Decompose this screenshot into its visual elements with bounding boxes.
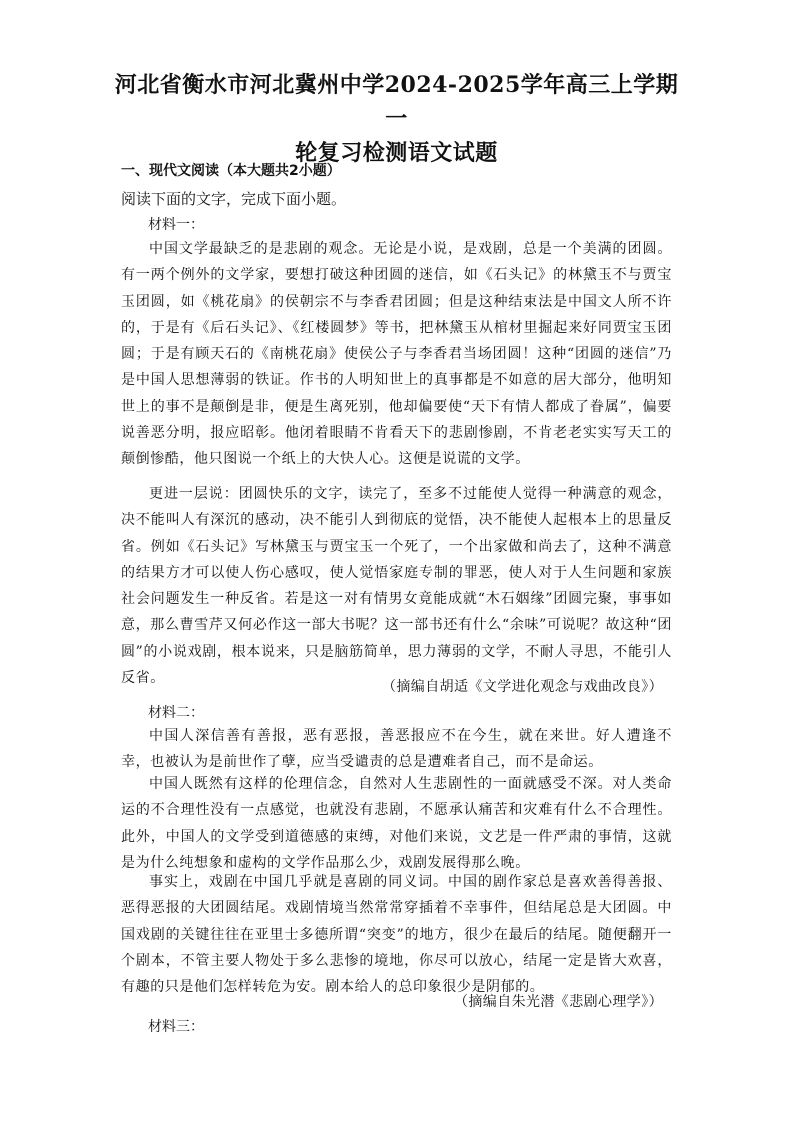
material-1-source: （摘编自胡适《文学进化观念与戏曲改良》） [382,679,663,695]
material-1-paragraph-2: 更进一层说：团圆快乐的文字，读完了，至多不过能使人觉得一种满意的观念，决不能叫人有深沉的感动，决不能引人到彻底的觉悟，决不能使人起根本上的思量反省。例如《石头记》写林黛玉与贾宝玉一个死了，一个出家做和尚去了，这种不满意的结果方才可以使人伤心感叹，使人觉悟家庭专制的罪恶，使人对于人生问题和家族社会问题发生一种反省。若是这一对有情男女竟能成就“木石姻缘”团圆完聚，事事如意，那么曹雪芹又何必作这一部大书呢？这一部书还有什么“余味”可说呢？故这种“团圆”的小说戏剧，根本说来，只是脑筋简单，思力薄弱的文学，不耐人寻思，不能引人反省。 [121,486,672,687]
material-2-paragraph-2: 中国人既然有这样的伦理信念，自然对人生悲剧性的一面就感受不深。对人类命运的不合理性没有一点感觉，也就没有悲剧，不愿承认痛苦和灾难有什么不合理性。此外，中国人的文学受到道德感的束缚，对他们来说，文艺是一件严肃的事情，这就是为什么纯想象和虚构的文学作品那么少，戏剧发展得那么晚。 [121,776,672,871]
section-heading: 一、现代文阅读（本大题共2小题） [121,163,341,179]
material-2-paragraph-3: 事实上，戏剧在中国几乎就是喜剧的同义词。中国的剧作家总是喜欢善得善报、恶得恶报的大团圆结尾。戏剧情境当然常常穿插着不幸事件，但结尾总是大团圆。中国戏剧的关键往往在亚里士多德所谓“突变”的地方，很少在最后的结尾。随便翻开一个剧本，不管主要人物处于多么悲惨的境地，你尽可以放心，结尾一定是皆大欢喜，有趣的只是他们怎样转危为安。剧本给人的总印象很少是阴郁的。 [121,874,672,996]
title-line-1: 河北省衡水市河北冀州中学2024-2025学年高三上学期一 [114,72,679,132]
title-line-2: 轮复习检测语文试题 [295,140,498,166]
material-3-label: 材料三： [148,1019,204,1035]
material-2-label: 材料二： [148,705,204,721]
material-1-label: 材料一： [148,217,204,233]
material-2-paragraph-1: 中国人深信善有善报，恶有恶报，善恶报应不在今生，就在来世。好人遭逢不幸，也被认为是前世作了孽，应当受谴责的总是遭难者自己，而不是命运。 [121,728,672,771]
instruction-text: 阅读下面的文字，完成下面小题。 [121,190,347,208]
material-2-source: （摘编自朱光潜《悲剧心理学》） [454,994,663,1010]
material-1-paragraph-1: 中国文学最缺乏的是悲剧的观念。无论是小说，是戏剧，总是一个美满的团圆。有一两个例外的文学家，要想打破这种团圆的迷信，如《石头记》的林黛玉不与贾宝玉团圆，如《桃花扇》的侯朝宗不与李香君团圆；但是这种结束法是中国文人所不许的，于是有《后石头记》、《红楼圆梦》等书，把林黛玉从棺材里掘起来好同贾宝玉团圆；于是有顾天石的《南桃花扇》使侯公子与李香君当场团圆！这种“团圆的迷信”乃是中国人思想薄弱的铁证。作书的人明知世上的真事都是不如意的居大部分，他明知世上的事不是颠倒是非，便是生离死别，他却偏要使“天下有情人都成了眷属”，偏要说善恶分明，报应昭彰。他闭着眼睛不肯看天下的悲剧惨剧，不肯老老实实写天工的颠倒惨酷，他只图说一个纸上的大快人心。这便是说谎的文学。 [121,241,672,468]
document-title [110,68,683,170]
